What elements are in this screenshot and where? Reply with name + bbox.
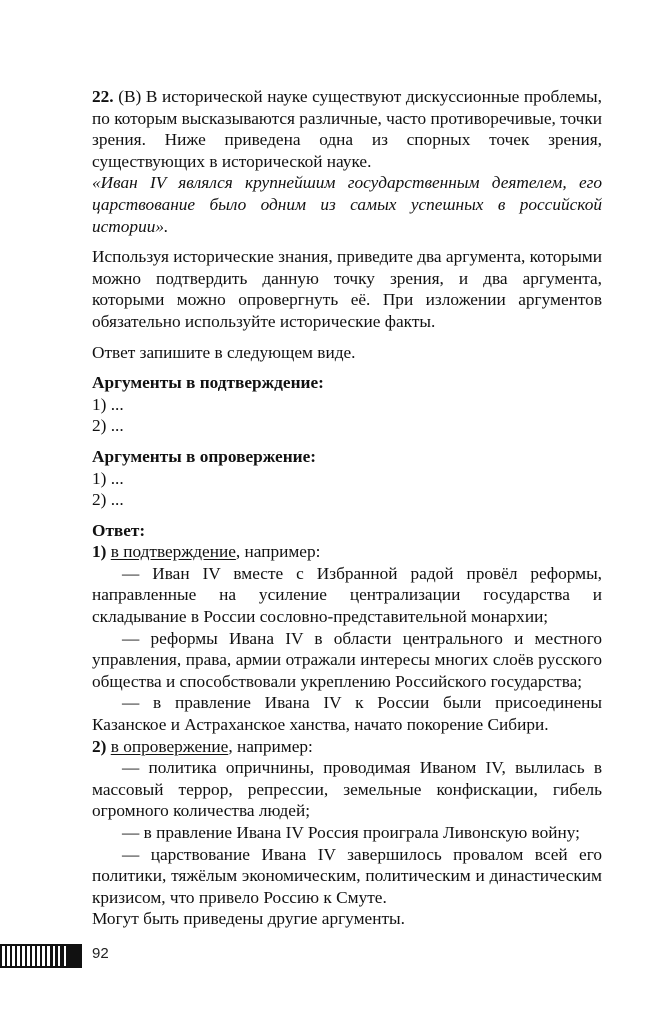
- answer-confirm-num: 1): [92, 542, 107, 562]
- answer-confirm-item-3: — в правление Ивана IV к России были присоединены Казанское и Астраханское ханства, начато покорение Сибири.: [92, 693, 602, 735]
- answer-confirm-suffix: , например:: [235, 542, 321, 562]
- answer-refute-suffix: , например:: [228, 736, 313, 756]
- answer-refute-num: 2): [92, 736, 107, 756]
- answer-refute-item-2: — в правление Ивана IV Россия проиграла Ливонскую войну;: [122, 823, 580, 842]
- answer-confirm-label: [92, 541, 602, 563]
- task-instruction: Используя исторические знания, приведите два аргумента, которыми можно подтвердить данную точку зрения, и два аргумента, которыми можно опровергнуть её. При изложении аргументов обязательно используйте исторические факты.: [92, 247, 602, 331]
- answer-refute-label: [92, 736, 602, 758]
- answer-refute-item-3: — царствование Ивана IV завершилось провалом всей его политики, тяжёлым экономическим, политическим и династическим кризисом, что привело Россию к Смуте.: [92, 844, 602, 907]
- confirm-heading: Аргументы в подтверждение:: [92, 373, 324, 393]
- task-intro: [92, 86, 602, 172]
- format-note: Ответ запишите в следующем виде.: [92, 342, 356, 362]
- confirm-placeholder-2: 2) ...: [92, 416, 124, 436]
- task-number: 22.: [92, 87, 114, 106]
- answer-confirm-title: в подтверждение: [110, 542, 236, 562]
- barcode-strip-icon: [0, 944, 82, 968]
- refute-placeholder-2: 2) ...: [92, 490, 124, 510]
- answer-refute-title: в опровержение: [110, 736, 229, 756]
- refute-placeholder-1: 1) ...: [92, 468, 124, 488]
- page-footer: [0, 942, 120, 970]
- page-number: 92: [92, 945, 109, 962]
- task-level: (В): [118, 87, 142, 106]
- task-intro-text: В исторической науке существуют дискуссионные проблемы, по которым высказываются различные, часто противоречивые, точки зрения. Ниже приведена одна из спорных точек зрения, существующих в исторической науке.: [92, 87, 603, 171]
- page-content: [92, 86, 602, 930]
- answer-closing: Могут быть приведены другие аргументы.: [92, 909, 405, 929]
- refute-heading: Аргументы в опровержение:: [92, 446, 317, 466]
- answer-heading: Ответ:: [92, 520, 146, 540]
- answer-refute-item-1: — политика опричнины, проводимая Иваном IV, вылилась в массовый террор, репрессии, земельные конфискации, гибель огромного количества людей;: [92, 758, 602, 821]
- answer-confirm-item-2: — реформы Ивана IV в области центрального и местного управления, права, армии отражали интересы многих слоёв русского общества и способствовали укреплению Российского государства;: [92, 628, 602, 691]
- confirm-placeholder-1: 1) ...: [92, 394, 124, 414]
- task-quote: «Иван IV являлся крупнейшим государственным деятелем, его царствование было одним из самых успешных в российской истории».: [92, 173, 602, 236]
- answer-confirm-item-1: — Иван IV вместе с Избранной радой провёл реформы, направленные на усиление централизации государства и складывание в России сословно-представительной монархии;: [92, 563, 602, 627]
